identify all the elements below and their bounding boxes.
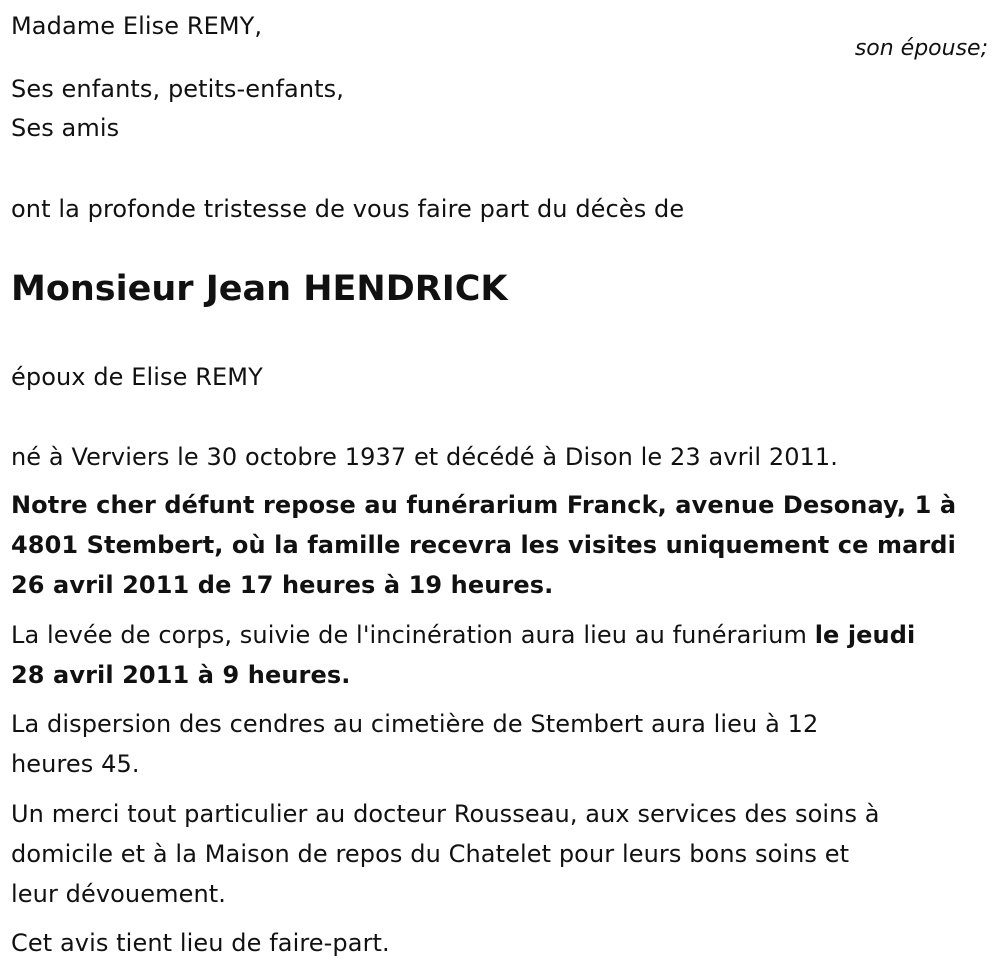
- spouse-of-line: époux de Elise REMY: [11, 363, 263, 391]
- ceremony-line-2: 28 avril 2011 à 9 heures.: [11, 661, 351, 689]
- visitation-line-3: 26 avril 2011 de 17 heures à 19 heures.: [11, 571, 554, 599]
- ashes-line-2: heures 45.: [11, 750, 140, 778]
- family-line-spouse: Madame Elise REMY,: [11, 12, 263, 40]
- deceased-name: Monsieur Jean HENDRICK: [11, 269, 508, 309]
- thanks-line-2: domicile et à la Maison de repos du Chatelet pour leurs bons soins et: [11, 840, 850, 868]
- thanks-line-1: Un merci tout particulier au docteur Rousseau, aux services des soins à: [11, 800, 880, 828]
- thanks-line-3: leur dévouement.: [11, 880, 226, 908]
- announcement-intro: ont la profonde tristesse de vous faire part du décès de: [11, 195, 685, 223]
- ceremony-line-1: [11, 615, 915, 655]
- closing-line: Cet avis tient lieu de faire-part.: [11, 929, 390, 957]
- family-line-children: Ses enfants, petits-enfants,: [11, 75, 344, 103]
- ceremony-text: La levée de corps, suivie de l'incinération aura lieu au funérarium: [11, 621, 815, 649]
- ashes-line-1: La dispersion des cendres au cimetière de Stembert aura lieu à 12: [11, 710, 819, 738]
- visitation-line-2: 4801 Stembert, où la famille recevra les visites uniquement ce mardi: [11, 531, 956, 559]
- visitation-line-1: Notre cher défunt repose au funérarium Franck, avenue Desonay, 1 à: [11, 491, 957, 519]
- birth-death-line: né à Verviers le 30 octobre 1937 et décédé à Dison le 23 avril 2011.: [11, 443, 839, 471]
- spouse-role-label: son épouse;: [854, 36, 988, 61]
- ceremony-day: le jeudi: [814, 621, 916, 649]
- family-line-friends: Ses amis: [11, 114, 120, 142]
